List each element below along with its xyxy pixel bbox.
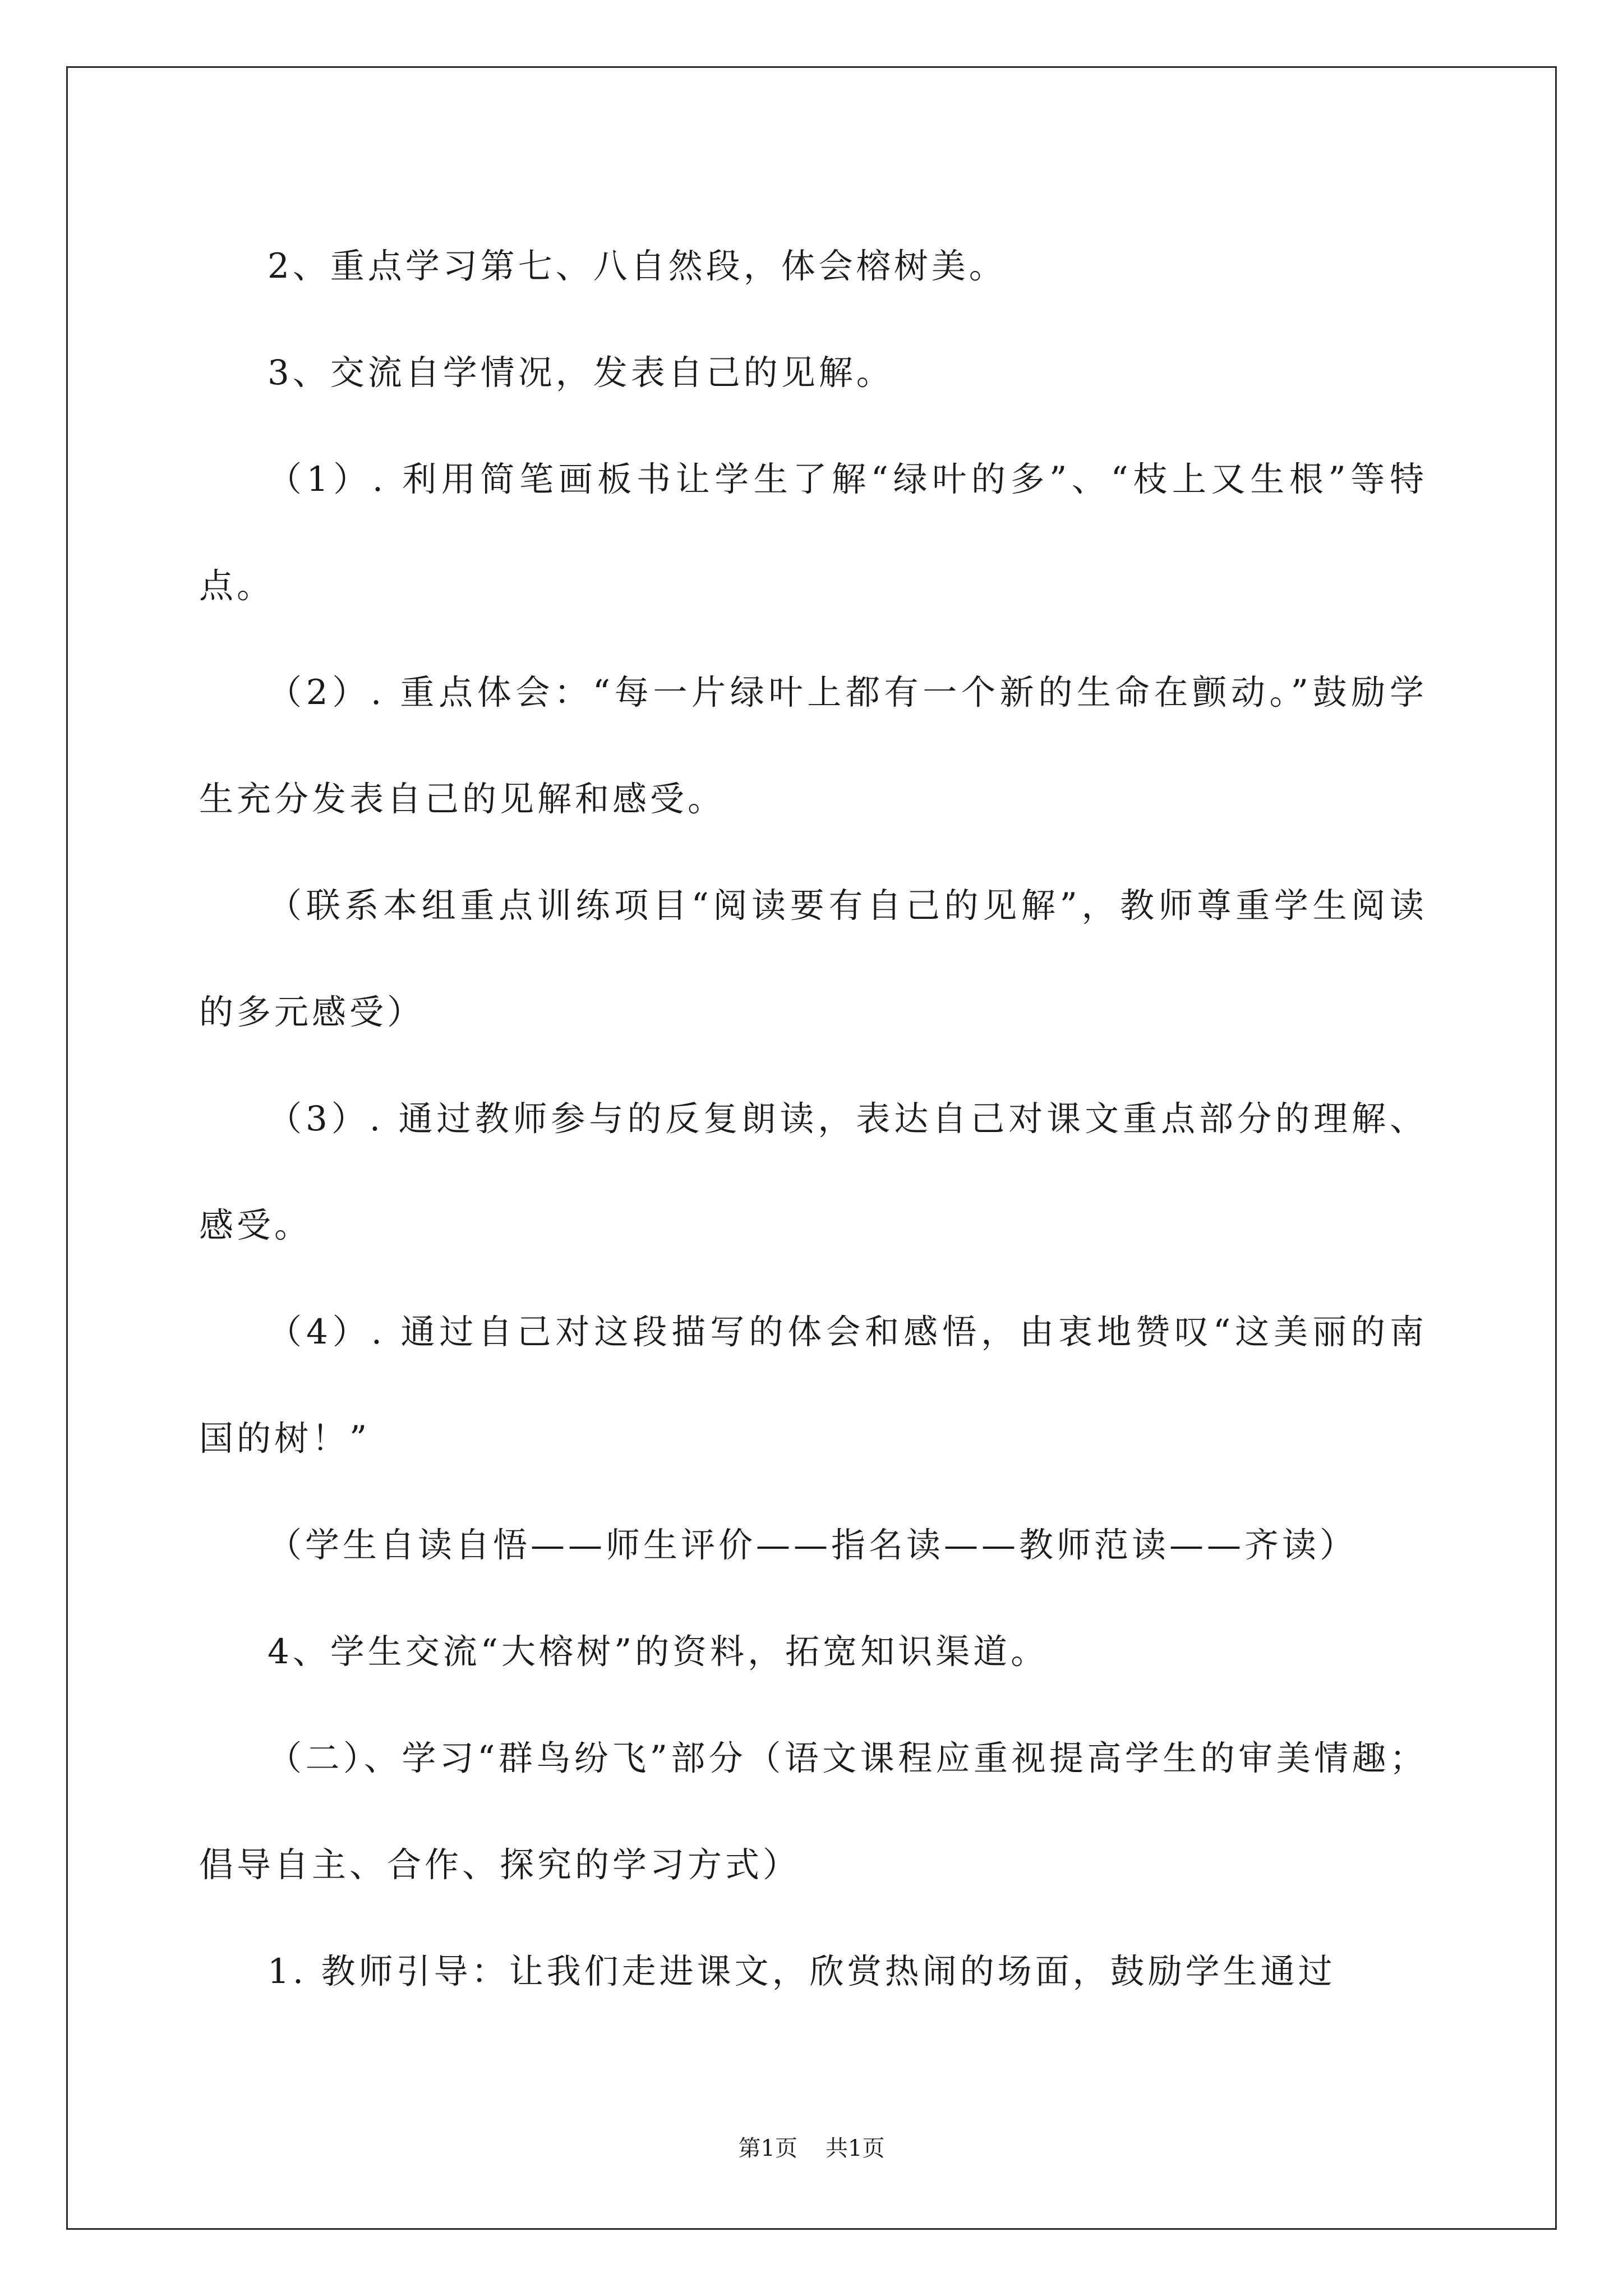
paragraph: （联系本组重点训练项目“阅读要有自己的见解”，教师尊重学生阅读的多元感受） (199, 886, 1427, 1032)
paragraph: 4、学生交流“大榕树”的资料，拓宽知识渠道。 (268, 1632, 1049, 1672)
page-total: 共1页 (826, 2136, 885, 2161)
paragraph: 3、交流自学情况，发表自己的见解。 (268, 353, 894, 393)
paragraph: （二）、学习“群鸟纷飞”部分（语文课程应重视提高学生的审美情趣；倡导自主、合作、探究的学习方式） (199, 1738, 1427, 1885)
page-footer (0, 2131, 1623, 2162)
paragraph: （4）. 通过自己对这段描写的体会和感悟，由衷地赞叹“这美丽的南国的树！” (199, 1312, 1427, 1458)
page-number: 第1页 (738, 2136, 797, 2161)
paragraph: （2）. 重点体会：“每一片绿叶上都有一个新的生命在颤动。”鼓励学生充分发表自己的见解和感受。 (199, 673, 1427, 819)
paragraph: 1. 教师引导：让我们走进课文，欣赏热闹的场面，鼓励学生通过 (268, 1952, 1336, 1991)
paragraph: （3）. 通过教师参与的反复朗读，表达自己对课文重点部分的理解、感受。 (199, 1099, 1427, 1245)
paragraph: 2、重点学习第七、八自然段，体会榕树美。 (268, 246, 1007, 286)
document-body (199, 213, 1427, 2025)
paragraph: （1）. 利用简笔画板书让学生了解“绿叶的多”、“枝上又生根”等特点。 (199, 459, 1427, 606)
paragraph: （学生自读自悟——师生评价——指名读——教师范读——齐读） (268, 1525, 1358, 1565)
